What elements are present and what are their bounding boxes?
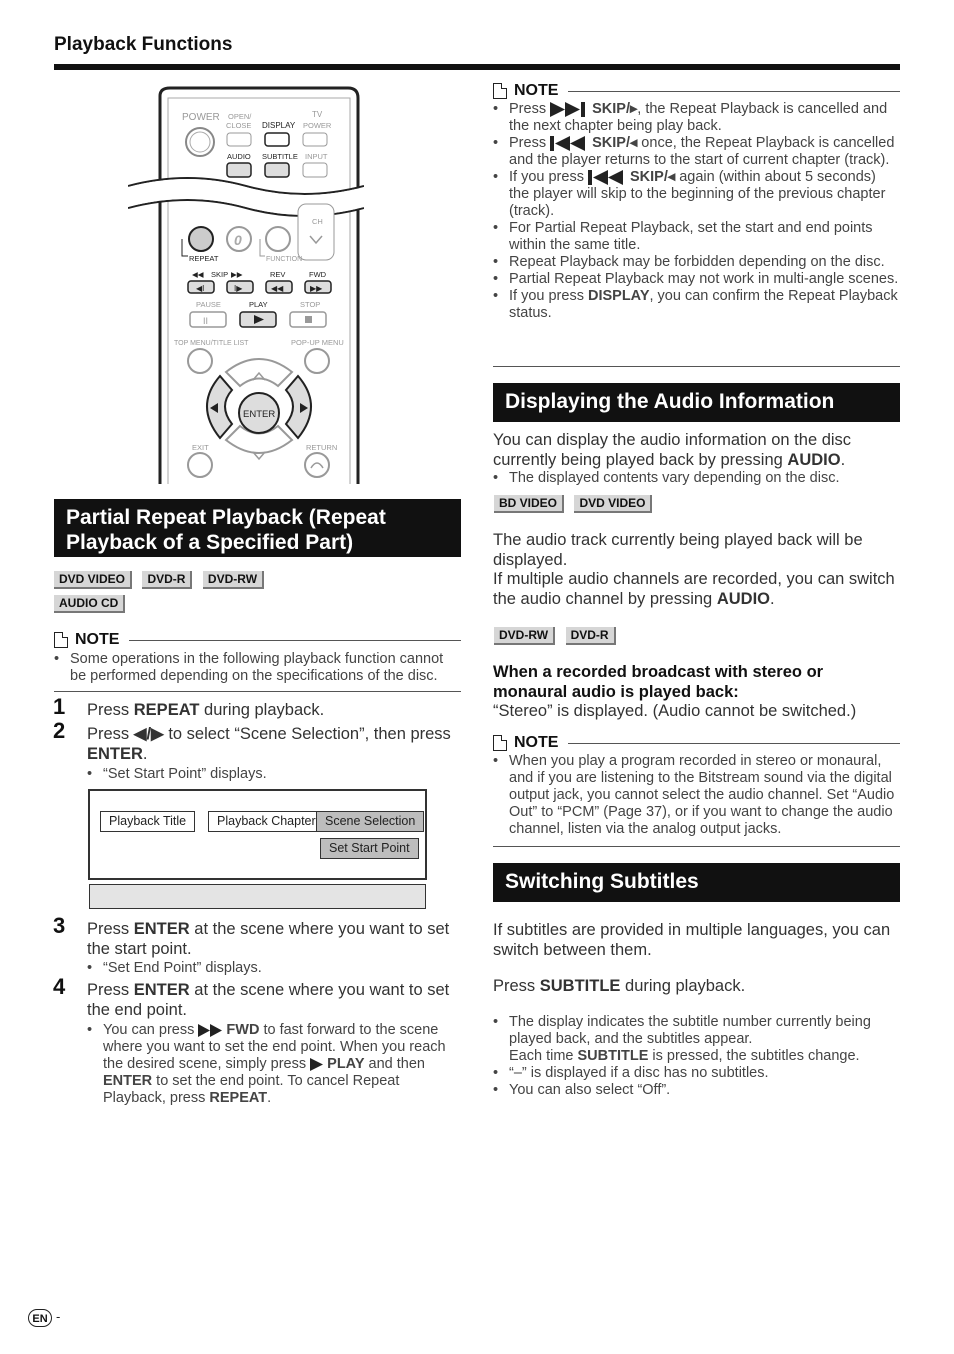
svg-text:SKIP: SKIP — [211, 270, 229, 279]
note-heading: NOTE — [493, 734, 900, 752]
note-item: • For Partial Repeat Playback, set the start and end points within the same title. — [493, 220, 900, 254]
disc-badges-audio-b — [494, 626, 622, 645]
audio-bullet: • The displayed contents vary depending on the disc. — [493, 470, 900, 487]
svg-text:STOP: STOP — [300, 300, 321, 309]
svg-text:PLAY: PLAY — [249, 300, 268, 309]
svg-text:◀◀: ◀◀ — [192, 270, 204, 279]
badge-dvd-video: DVD VIDEO — [54, 571, 132, 589]
menu-playback-chapter[interactable]: Playback Chapter — [208, 811, 325, 832]
svg-text:◀I: ◀I — [196, 284, 205, 293]
badge-dvd-rw: DVD-RW — [494, 627, 555, 645]
status-bar — [89, 884, 426, 909]
scene-selection-menu — [88, 789, 427, 880]
skip-previous-icon — [588, 170, 626, 185]
badge-dvd-r: DVD-R — [142, 571, 192, 589]
broadcast-info — [493, 663, 900, 722]
note-item: • Some operations in the following playback function cannot be performed depending on the specifications of the disc. — [54, 651, 461, 685]
header-rule — [54, 64, 900, 70]
audio-description: The audio track currently being played back will be displayed. If multiple audio channels are recorded, you can switch the audio channel by pressing AUDIO. — [493, 531, 895, 608]
note-icon — [54, 632, 68, 648]
divider — [493, 846, 900, 847]
step-2-bullet: • “Set Start Point” displays. — [87, 766, 461, 783]
section-title-partial-repeat: Partial Repeat Playback (Repeat Playback of a Specified Part) — [54, 499, 461, 557]
svg-text:PAUSE: PAUSE — [196, 300, 221, 309]
note-item: • When you play a program recorded in stereo or monaural, and if you are listening to the Bitstream sound via the digital output jack, you cannot select the audio channel. Set “Audio Out” to “PCM” (Page 37), or if you want to change the audio channel, listen via the analog output jacks. — [493, 753, 900, 838]
note-item: • Partial Repeat Playback may not work in multi-angle scenes. — [493, 271, 900, 288]
badge-dvd-rw: DVD-RW — [203, 571, 264, 589]
note-block-right-1 — [493, 82, 900, 322]
svg-text:REV: REV — [270, 270, 286, 279]
badge-dvd-r: DVD-R — [566, 627, 616, 645]
step-2: 2 Press ◀/▶ to select “Scene Selection”, then press ENTER. • “Set Start Point” displays. — [87, 725, 461, 783]
page-number-dash: - — [56, 1309, 61, 1324]
svg-text:CLOSE: CLOSE — [226, 121, 252, 130]
broadcast-text: “Stereo” is displayed. (Audio cannot be switched.) — [493, 702, 857, 720]
subtitle-intro: If subtitles are provided in multiple languages, you can switch between them. — [493, 921, 891, 959]
svg-text:POWER: POWER — [182, 112, 220, 123]
svg-text:DISPLAY: DISPLAY — [262, 121, 296, 130]
audio-intro: You can display the audio information on the disc currently being played back by pressing AUDIO. • The displayed contents vary depending on the disc. — [493, 431, 900, 487]
disc-badges-row-1 — [54, 570, 270, 589]
svg-text:OPEN/: OPEN/ — [228, 112, 252, 121]
disc-badges-row-2 — [54, 594, 131, 613]
svg-text:AUDIO: AUDIO — [227, 152, 251, 161]
section-title-audio: Displaying the Audio Information — [493, 383, 900, 422]
subtitle-bullet: • You can also select “Off”. — [493, 1082, 900, 1099]
note-item: • Press SKIP/◂ once, the Repeat Playback is cancelled and the player returns to the start of current chapter (track). — [493, 135, 900, 169]
skip-previous-icon — [550, 136, 588, 151]
page-header-title: Playback Functions — [54, 34, 233, 55]
note-item: • Press SKIP/▸, the Repeat Playback is cancelled and the next chapter being play back. — [493, 101, 900, 135]
divider — [493, 366, 900, 367]
note-block-left — [54, 631, 461, 685]
svg-text:EXIT: EXIT — [192, 443, 209, 452]
skip-next-icon — [550, 102, 588, 117]
badge-bd-video: BD VIDEO — [494, 495, 564, 513]
svg-text:FUNCTION: FUNCTION — [266, 256, 303, 263]
note-item: • If you press DISPLAY, you can confirm the Repeat Playback status. — [493, 288, 900, 322]
divider — [54, 691, 461, 692]
svg-text:▶▶: ▶▶ — [310, 284, 323, 293]
step-3-bullet: • “Set End Point” displays. — [87, 960, 461, 977]
note-block-right-2 — [493, 734, 900, 838]
note-icon — [493, 735, 507, 751]
svg-text:◀◀: ◀◀ — [271, 284, 284, 293]
svg-text:CH: CH — [312, 217, 323, 226]
svg-text:POWER: POWER — [303, 121, 332, 130]
menu-set-start-point[interactable]: Set Start Point — [320, 838, 419, 859]
language-badge: EN — [28, 1309, 52, 1327]
subtitle-bullet: • The display indicates the subtitle number currently being played back, and the subtitles appear. Each time SUBTITLE is pressed, the subtitles change. — [493, 1014, 900, 1065]
svg-text:ENTER: ENTER — [243, 409, 276, 420]
svg-text:II: II — [203, 316, 209, 326]
svg-text:▶▶: ▶▶ — [231, 270, 243, 279]
svg-text:TOP MENU/TITLE LIST: TOP MENU/TITLE LIST — [174, 340, 249, 347]
menu-playback-title[interactable]: Playback Title — [100, 811, 195, 832]
svg-text:FWD: FWD — [309, 270, 327, 279]
svg-text:INPUT: INPUT — [305, 152, 328, 161]
svg-text:POP-UP MENU: POP-UP MENU — [291, 338, 344, 347]
note-item: • If you press SKIP/◂ again (within about 5 seconds) the player will skip to the beginning of the previous chapter (track). — [493, 169, 900, 220]
badge-dvd-video: DVD VIDEO — [574, 495, 652, 513]
badge-audio-cd: AUDIO CD — [54, 595, 125, 613]
remote-control-illustration — [128, 86, 364, 484]
broadcast-heading: When a recorded broadcast with stereo or monaural audio is played back: — [493, 663, 824, 701]
step-1: 1 Press REPEAT during playback. — [53, 694, 325, 719]
step-4: 4 Press ENTER at the scene where you want to set the end point. • You can press FWD to fast forward to the scene where you want to set the end point. When you reach the desired scene, simply press PLAY and then ENTER to set the end point. To cancel Repeat Playback, press REPEAT. — [87, 981, 461, 1107]
svg-text:RETURN: RETURN — [306, 443, 338, 452]
step-4-bullet: • You can press FWD to fast forward to the scene where you want to set the end point. When you reach the desired scene, simply press PLAY and then ENTER to set the end point. To cancel Repeat Playback, press REPEAT. — [87, 1022, 461, 1107]
note-item: • Repeat Playback may be forbidden depending on the disc. — [493, 254, 900, 271]
fast-forward-icon — [198, 1024, 222, 1037]
step-3: 3 Press ENTER at the scene where you want to set the start point. • “Set End Point” displays. — [87, 920, 461, 977]
section-title-subtitles: Switching Subtitles — [493, 863, 900, 902]
svg-text:0: 0 — [234, 232, 242, 248]
note-heading: NOTE — [493, 82, 900, 100]
play-icon — [310, 1058, 323, 1071]
svg-text:SUBTITLE: SUBTITLE — [262, 152, 298, 161]
menu-scene-selection[interactable]: Scene Selection — [316, 811, 424, 832]
svg-text:I▶: I▶ — [234, 284, 243, 293]
note-heading: NOTE — [54, 631, 461, 649]
subtitle-notes — [493, 1012, 900, 1099]
svg-text:TV: TV — [312, 110, 323, 119]
note-icon — [493, 83, 507, 99]
svg-text:REPEAT: REPEAT — [189, 254, 219, 263]
subtitle-instruction: Press SUBTITLE during playback. — [493, 977, 746, 995]
subtitle-bullet: • “–” is displayed if a disc has no subtitles. — [493, 1065, 900, 1082]
disc-badges-audio-a — [494, 494, 658, 513]
